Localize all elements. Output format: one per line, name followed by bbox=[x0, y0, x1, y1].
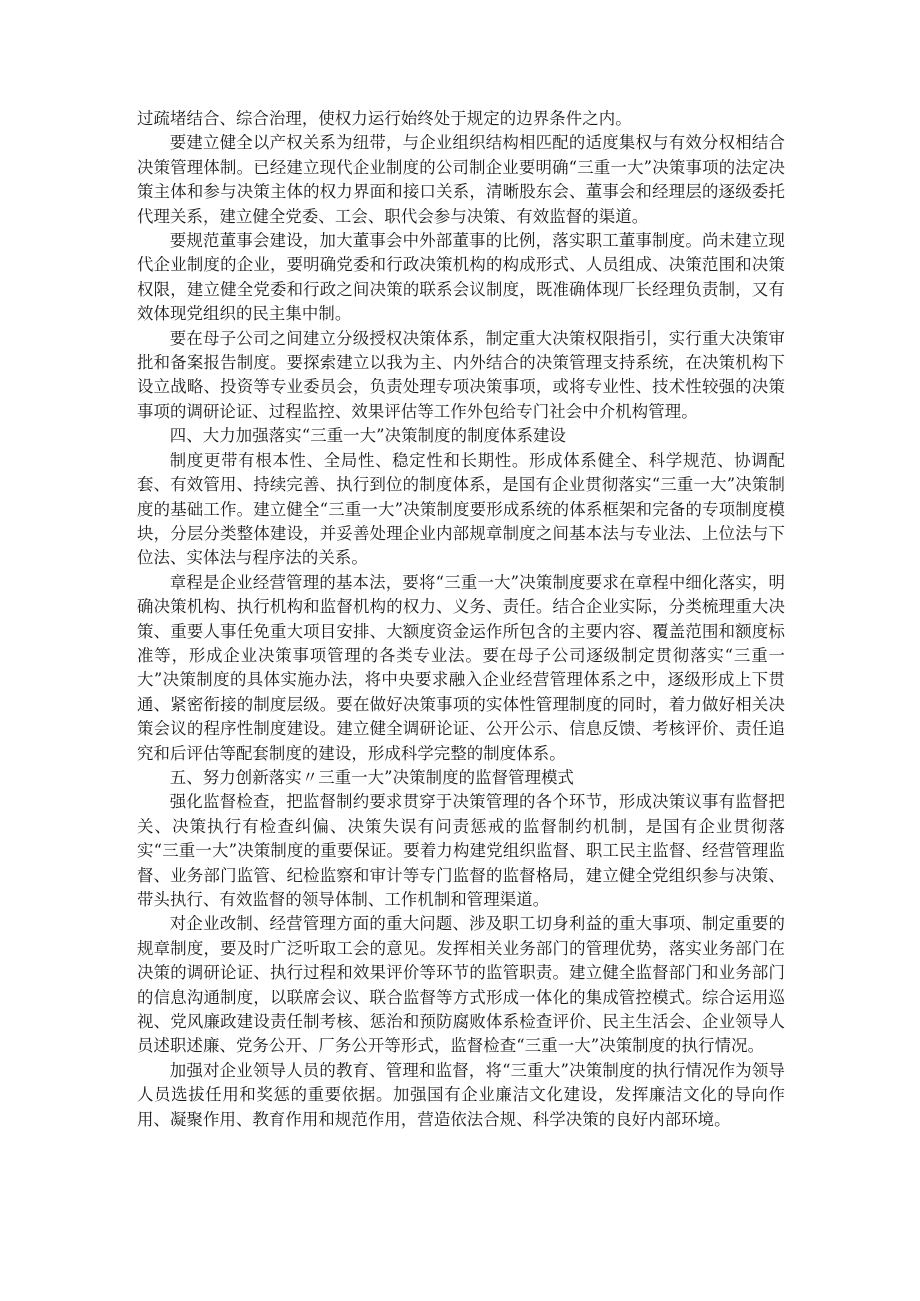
paragraph: 强化监督检查，把监督制约要求贯穿于决策管理的各个环节，形成决策议事有监督把关、决策执行有检查纠偏、决策失误有问责惩戒的监督制约机制，是国有企业贯彻落实“三重一大”决策制度的重要保证。要着力构建党组织监督、职工民主监督、经营管理监督、业务部门监管、纪检监察和审计等专门监督的监督格局，建立健全党组织参与决策、带头执行、有效监督的领导体制、工作机制和管理渠道。 bbox=[137, 792, 785, 909]
paragraph: 要建立健全以产权关系为纽带，与企业组织结构相匹配的适度集权与有效分权相结合决策管理体制。已经建立现代企业制度的公司制企业要明确“三重一大”决策事项的法定决策主体和参与决策主体的权力界面和接口关系，清晰股东会、董事会和经理层的逐级委托代理关系，建立健全党委、工会、职代会参与决策、有效监督的渠道。 bbox=[137, 133, 785, 226]
paragraph: 要在母子公司之间建立分级授权决策体系，制定重大决策权限指引，实行重大决策审批和备案报告制度。要探索建立以我为主、内外结合的决策管理支持系统，在决策机构下设立战略、投资等专业委员会，负责处理专项决策事项，或将专业性、技术性较强的决策事项的调研论证、过程监控、效果评估等工作外包给专门社会中介机构管理。 bbox=[137, 328, 785, 421]
paragraph: 制度更带有根本性、全局性、稳定性和长期性。形成体系健全、科学规范、协调配套、有效管用、持续完善、执行到位的制度体系，是国有企业贯彻落实“三重一大”决策制度的基础工作。建立健全“三重一大”决策制度要形成系统的体系框架和完备的专项制度模块，分层分类整体建设，并妥善处理企业内部规章制度之间基本法与专业法、上位法与下位法、实体法与程序法的关系。 bbox=[137, 450, 785, 568]
section-heading-5: 五、努力创新落实〃三重一大”决策制度的监督管理模式 bbox=[169, 767, 575, 787]
paragraph: 加强对企业领导人员的教育、管理和监督，将“三重大”决策制度的执行情况作为领导人员选拔任用和奖惩的重要依据。加强国有企业廉洁文化建设，发挥廉洁文化的导向作用、凝聚作用、教育作用和规范作用，营造依法合规、科学决策的良好内部环境。 bbox=[137, 1060, 785, 1129]
document-body bbox=[137, 107, 785, 1132]
paragraph-continuation: 过疏堵结合、综合治理，使权力运行始终处于规定的边界条件之内。 bbox=[137, 109, 632, 128]
paragraph: 要规范董事会建设，加大董事会中外部董事的比例，落实职工董事制度。尚未建立现代企业制度的企业，要明确党委和行政决策机构的构成形式、人员组成、决策范围和决策权限，建立健全党委和行政之间决策的联系会议制度，既准确体现厂长经理负责制，又有效体现党组织的民主集中制。 bbox=[137, 231, 785, 324]
section-heading-4: 四、大力加强落实“三重一大”决策制度的制度体系建设 bbox=[169, 426, 567, 446]
paragraph: 对企业改制、经营管理方面的重大问题、涉及职工切身利益的重大事项、制定重要的规章制度，要及时广泛听取工会的意见。发挥相关业务部门的管理优势，落实业务部门在决策的调研论证、执行过程和效果评价等环节的监管职责。建立健全监督部门和业务部门的信息沟通制度，以联席会议、联合监督等方式形成一体化的集成管控模式。综合运用巡视、党风廉政建设责任制考核、惩治和预防腐败体系检查评价、民主生活会、企业领导人员述职述廉、党务公开、厂务公开等形式，监督检查“三重一大”决策制度的执行情况。 bbox=[137, 914, 785, 1056]
paragraph: 章程是企业经营管理的基本法，要将“三重一大”决策制度要求在章程中细化落实，明确决策机构、执行机构和监督机构的权力、义务、责任。结合企业实际，分类梳理重大决策、重要人事任免重大项目安排、大额度资金运作所包含的主要内容、覆盖范围和额度标准等，形成企业决策事项管理的各类专业法。要在母子公司逐级制定贯彻落实“三重一大”决策制度的具体实施办法，将中央要求融入企业经营管理体系之中，逐级形成上下贯通、紧密衔接的制度层级。要在做好决策事项的实体性管理制度的同时，着力做好相关决策会议的程序性制度建设。建立健全调研论证、公开公示、信息反馈、考核评价、责任追究和后评估等配套制度的建设，形成科学完整的制度体系。 bbox=[137, 572, 785, 763]
